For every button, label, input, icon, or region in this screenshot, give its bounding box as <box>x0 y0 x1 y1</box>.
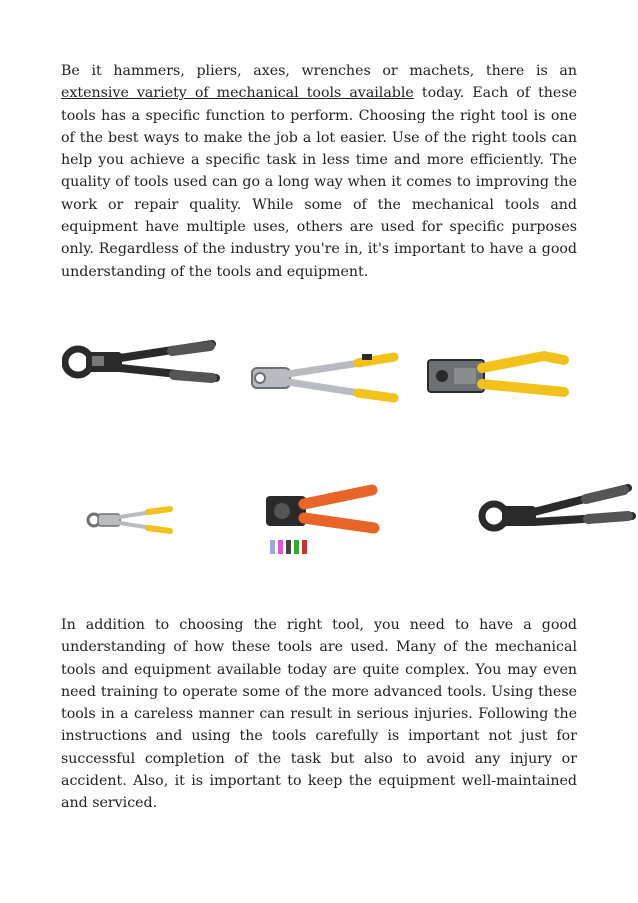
tools-image-gallery <box>58 290 638 610</box>
intro-text-start: Be it hammers, pliers, axes, wrenches or machets, there is an <box>61 63 577 79</box>
tools-variety-link[interactable]: extensive variety of mechanical tools available <box>61 85 414 102</box>
small-crimping-plier-icon <box>86 500 176 540</box>
ratchet-cable-cutter-icon <box>478 480 638 540</box>
intro-text-end: today. Each of these tools has a specific function to perform. Choosing the right tool is one of the best ways to make the job a lot easier. Use of the right tools can help you achieve a specific task in less time and more efficiently. The quality of tools used can go a long way when it comes to improving the work or repair quality. While some of the mechanical tools and equipment have multiple uses, others are used for specific purposes only. Regardless of the industry you're in, it's important to have a good understanding of the tools and equipment. <box>61 85 577 280</box>
ratchet-cable-cutter-icon <box>62 334 222 404</box>
ferrule-crimper-orange-icon <box>262 482 392 562</box>
usage-paragraph: In addition to choosing the right tool, you need to have a good understanding of how these tools are used. Many of the mechanical tools and equipment available today are quite complex. You may even need training to operate some of the more advanced tools. Using these tools in a careless manner can result in serious injuries. Following the instructions and using the tools carefully is important not just for successful completion of the task but also to avoid any injury or accident. Also, it is important to keep the equipment well-maintained and serviced. <box>61 617 577 812</box>
intro-paragraph <box>61 60 577 283</box>
hand-crimper-yellow-grip-icon <box>246 348 406 408</box>
ratchet-crimper-yellow-handles-icon <box>424 346 574 406</box>
